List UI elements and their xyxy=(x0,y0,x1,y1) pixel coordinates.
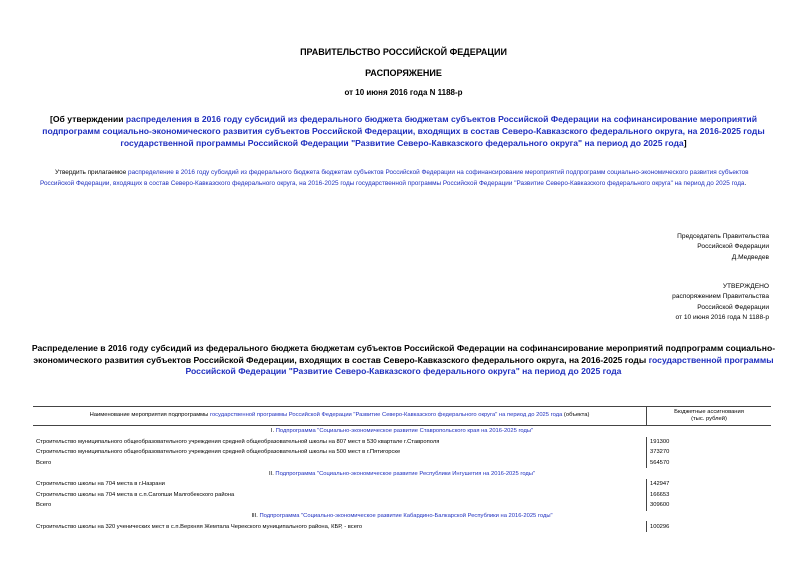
header-name-suffix: (объекта) xyxy=(562,412,590,419)
row-name: Всего xyxy=(36,460,52,467)
intro-paragraph xyxy=(40,168,770,189)
row-value: 564570 xyxy=(647,458,772,469)
row-name: Строительство муниципального общеобразовательного учреждения средней общеобразовательной школы на 807 мест в 530 квартале г.Ставрополя xyxy=(36,438,440,445)
title-link[interactable]: распределения в 2016 году субсидий из федерального бюджета бюджетам субъектов Российской Федерации на софинансирование мероприятий подпрограмм социально-экономического развития субъектов Российской Федерации, входящих в состав Северо-Кавказского федерального округа, на 2016-2025 годы государственной программы Российской Федерации "Развитие Северо-Кавказского федерального округа" на период до 2025 года xyxy=(42,114,765,148)
row-value: 191300 xyxy=(647,437,772,448)
approval-block xyxy=(549,282,769,324)
header-value-column xyxy=(647,407,772,426)
section-title xyxy=(33,426,771,437)
header-value-label: Бюджетные ассигнования xyxy=(674,408,744,415)
distribution-title-link[interactable]: государственной программы Российской Федерации "Развитие Северо-Кавказского федерального округа" на период до 2025 года xyxy=(185,354,774,376)
distribution-title xyxy=(30,343,777,378)
table-row xyxy=(33,437,771,448)
document-date: от 10 июня 2016 года N 1188-р xyxy=(344,88,463,97)
section-link[interactable]: Подпрограмма "Социально-экономическое развитие Ставропольского края на 2016-2025 годы" xyxy=(275,428,534,435)
section-row xyxy=(33,468,771,479)
header-name-link[interactable]: государственной программы Российской Федерации "Развитие Северо-Кавказского федерального округа" на период до 2025 года xyxy=(209,412,563,419)
title-prefix: [Об утверждении xyxy=(50,114,126,124)
row-name: Строительство школы на 704 места в с.п.Сагопши Малгобекского района xyxy=(36,491,235,498)
title-suffix: ] xyxy=(683,138,687,148)
table-row-total xyxy=(33,500,771,511)
row-value: 142947 xyxy=(647,479,772,490)
row-value: 166653 xyxy=(647,490,772,501)
government-heading: ПРАВИТЕЛЬСТВО РОССИЙСКОЙ ФЕДЕРАЦИИ xyxy=(300,47,507,57)
approval-line2: распоряжением Правительства xyxy=(672,293,769,301)
table-header-row xyxy=(33,407,771,426)
table-row xyxy=(33,447,771,458)
section-link[interactable]: Подпрограмма "Социально-экономическое развитие Кабардино-Балкарской Республики на 2016-2025 годы" xyxy=(259,513,553,520)
section-title xyxy=(33,511,771,522)
table-row xyxy=(33,479,771,490)
approval-date: от 10 июня 2016 года N 1188-р xyxy=(675,314,769,322)
distribution-title-main: Распределение в 2016 году субсидий из федерального бюджета бюджетам субъектов Российской Федерации на софинансирование мероприятий подпрограмм социально-экономического развития субъектов Российской Федерации, входящих в состав Северо-Кавказского федерального округа, на 2016-2025 годы xyxy=(31,343,776,365)
intro-link[interactable]: распределение в 2016 году субсидий из федерального бюджета бюджетам субъектов Российской Федерации на софинансирование мероприятий подпрограмм социально-экономического развития субъектов Российской Федерации, входящих в состав Северо-Кавказского федерального округа, на 2016-2025 годы государственной программы Российской Федерации "Развитие Северо-Кавказского федерального округа" на период до 2025 года xyxy=(40,169,749,187)
header-name-column xyxy=(33,407,647,426)
row-name: Строительство школы на 320 ученических мест в с.п.Верхняя Жемтала Черекского муниципального района, КБР, - всего xyxy=(36,523,363,530)
subsidy-table xyxy=(33,406,771,532)
signature-organization: Российской Федерации xyxy=(697,243,769,251)
section-row xyxy=(33,511,771,522)
table-row xyxy=(33,490,771,501)
row-name: Всего xyxy=(36,502,52,509)
header-value-unit: (тыс. рублей) xyxy=(691,416,727,422)
section-link[interactable]: Подпрограмма "Социально-экономическое развитие Республики Ингушетия на 2016-2025 годы" xyxy=(275,470,536,477)
section-number: II. xyxy=(268,470,276,477)
row-value: 373270 xyxy=(647,447,772,458)
section-number: I. xyxy=(270,428,276,435)
header-name-prefix: Наименование мероприятия подпрограммы xyxy=(89,412,210,419)
signature-name: Д.Медведев xyxy=(731,253,769,261)
intro-prefix: Утвердить прилагаемое xyxy=(55,169,129,176)
section-row xyxy=(33,426,771,437)
signature-block xyxy=(549,232,769,263)
table-row xyxy=(33,521,771,532)
approval-word: УТВЕРЖДЕНО xyxy=(722,283,769,290)
section-number: III. xyxy=(251,513,260,520)
approval-line3: Российской Федерации xyxy=(697,303,769,311)
document-type-heading: РАСПОРЯЖЕНИЕ xyxy=(365,68,442,78)
row-value: 309600 xyxy=(647,500,772,511)
intro-suffix: . xyxy=(744,179,747,187)
row-value: 100296 xyxy=(647,521,772,532)
row-name: Строительство муниципального общеобразовательного учреждения средней общеобразовательной школы на 500 мест в г.Пятигорске xyxy=(36,449,401,456)
document-title xyxy=(40,113,767,149)
row-name: Строительство школы на 704 места в г.Назрани xyxy=(36,481,165,488)
table-row-total xyxy=(33,458,771,469)
signature-position: Председатель Правительства xyxy=(677,233,769,240)
section-title xyxy=(33,468,771,479)
